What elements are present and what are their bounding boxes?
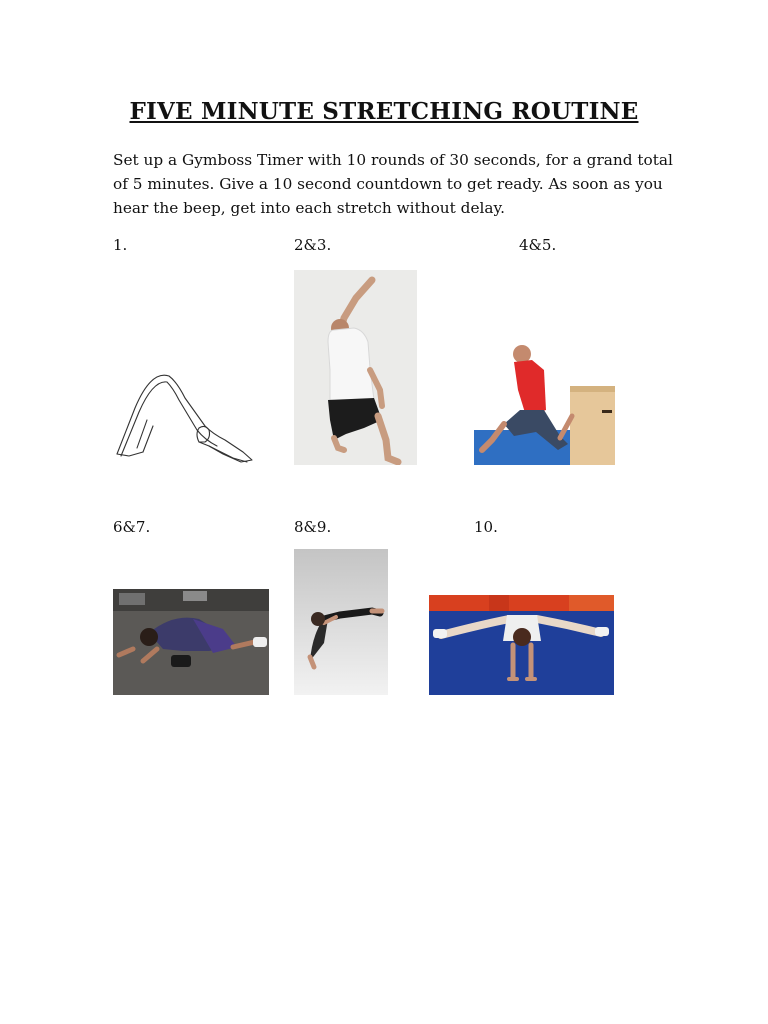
kneeling-side-reach-photo [294,270,417,465]
hip-flexor-figure-icon [474,340,615,465]
stretch-label-1: 1. [113,236,128,254]
straddle-stretch-photo [429,595,614,695]
stretch-label-2-3: 2&3. [294,236,332,254]
stretch-label-4-5: 4&5. [519,236,557,254]
document-title: FIVE MINUTE STRETCHING ROUTINE [129,98,639,125]
straddle-stretch-figure-icon [429,595,614,695]
downward-dog-drawing [113,368,255,466]
stretch-label-6-7: 6&7. [113,518,151,536]
stretch-label-8-9: 8&9. [294,518,332,536]
stretch-label-10: 10. [474,518,498,536]
pigeon-stretch-figure-icon [113,589,269,695]
seated-hamstring-photo [294,549,388,695]
seated-hamstring-figure-icon [294,549,388,695]
kneeling-side-reach-figure-icon [294,270,417,465]
intro-paragraph: Set up a Gymboss Timer with 10 rounds of 30 seconds, for a grand total of 5 minutes. Give a 10 second countdown to get ready. As soon as you hear the beep, get into each stretch without delay. [113,151,673,217]
hip-flexor-box-photo [474,340,615,465]
pigeon-stretch-photo [113,589,269,695]
downward-dog-figure-icon [113,368,255,466]
